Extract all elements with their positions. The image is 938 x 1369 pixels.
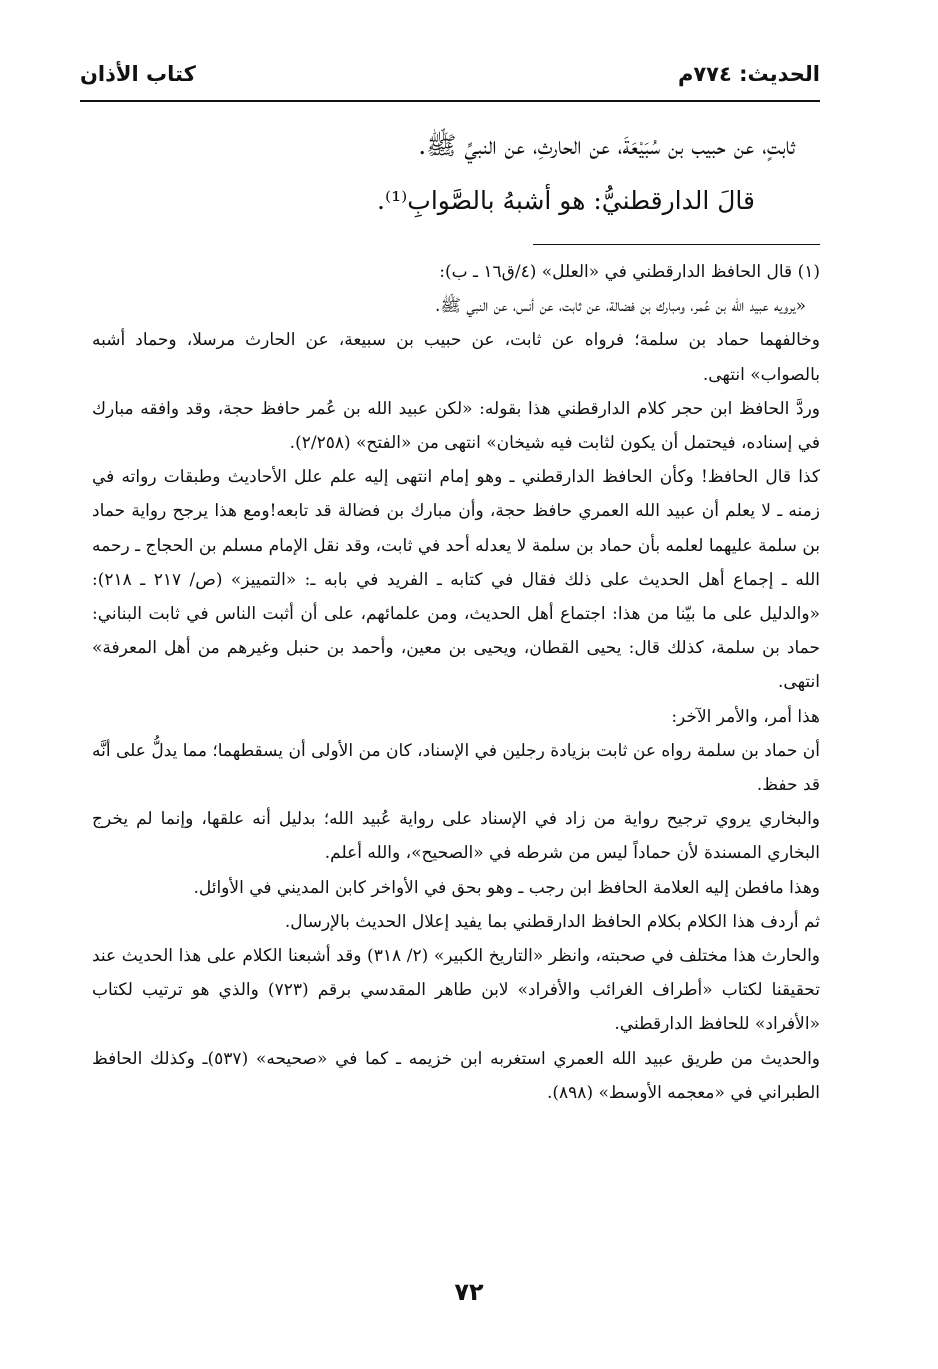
main-text-line: ثابتٍ، عن حبيب بن سُبَيْعَةَ، عن الحارثِ، عن النبيِّ ﷺ. — [418, 131, 795, 160]
header-divider — [80, 100, 820, 102]
footnotes — [92, 255, 820, 1110]
hadith-number-label: الحديث: ٧٧٤م — [677, 62, 820, 86]
footnote-paragraph: هذا أمر، والأمر الآخر: — [671, 706, 820, 727]
footnote-paragraph: «يرويه عبيد الله بن عُمر، ومبارك بن فضالة، عن ثابت، عن أنس، عن النبي ﷺ. — [434, 296, 806, 317]
page-number: ٧٢ — [454, 1278, 484, 1306]
main-text-line: قالَ الدارقطنيُّ: هو أشبهُ بالصَّوابِ⁽¹⁾. — [377, 186, 755, 215]
footnote-paragraph: كذا قال الحافظ! وكأن الحافظ الدارقطني ـ وهو إمام انتهى إليه علم علل الأحاديث وطبقات رواته في زمنه ـ لا يعلم أن عبيد الله العمري حافظ حجة، وأن مبارك بن فضالة قد تابعه!ومع هذا يرجح رواية حماد بن سلمة عليهما لعلمه بأن حماد بن سلمة لا يعدله أحد في ثابت، وقد نقل الإمام مسلم بن الحجاج ـ رحمه الله ـ إجماع أهل الحديث على ذلك فقال في كتابه ـ الفريد في بابه ـ: «التمييز» (ص/ ٢١٧ ـ ٢١٨): «والدليل على ما بيّنا من هذا: اجتماع أهل الحديث، ومن علمائهم، على أن أثبت الناس في ثابت البناني: حماد بن سلمة، كذلك قال: يحيى القطان، ويحيى بن معين، وأحمد بن حنبل وغيرهم من أهل المعرفة» انتهى. — [92, 467, 820, 693]
footnote-paragraph: والحارث هذا مختلف في صحبته، وانظر «التاريخ الكبير» (٢/ ٣١٨) وقد أشبعنا الكلام على هذا الحديث عند تحقيقنا لكتاب «أطراف الغرائب والأفراد» لابن طاهر المقدسي برقم (٧٢٣) والذي هو ترتيب لكتاب «الأفراد» للحافظ الدارقطني. — [92, 946, 820, 1035]
running-header — [80, 56, 820, 96]
footnote-paragraph: وخالفهما حماد بن سلمة؛ فرواه عن ثابت، عن حبيب بن سبيعة، عن الحارث مرسلا، وحماد أشبه بالصواب» انتهى. — [92, 330, 820, 385]
footnote-paragraph: ثم أردف هذا الكلام بكلام الحافظ الدارقطني بما يفيد إعلال الحديث بالإرسال. — [284, 911, 820, 932]
footnote-paragraph: والحديث من طريق عبيد الله العمري استغربه ابن خزيمه ـ كما في «صحيحه» (٥٣٧)ـ وكذلك الحافظ الطبراني في «معجمه الأوسط» (٨٩٨). — [92, 1048, 820, 1103]
footnote-paragraph: أن حماد بن سلمة رواه عن ثابت بزيادة رجلين في الإسناد، كان من الأولى أن يسقطهما؛ مما يدلُّ على أنَّه قد حفظ. — [92, 740, 820, 796]
footnote-paragraph: وهذا مافطن إليه العلامة الحافظ ابن رجب ـ وهو بحق في الأواخر كابن المديني في الأوائل. — [193, 877, 820, 898]
main-text — [120, 118, 795, 228]
footnote-paragraph: (١) قال الحافظ الدارقطني في «العلل» (٤/ق١٦ ـ ب): — [439, 262, 820, 282]
footnote-paragraph: وردَّ الحافظ ابن حجر كلام الدارقطني هذا بقوله: «لكن عبيد الله بن عُمر حافظ حجة، وقد وافقه مبارك في إسناده، فيحتمل أن يكون لثابت فيه شيخان» انتهى من «الفتح» (٢/٢٥٨). — [92, 398, 820, 454]
footnote-paragraph: والبخاري يروي ترجيح رواية من زاد في الإسناد على رواية عُبيد الله؛ بدليل أنه علقها، وإنما لم يخرج البخاري المسندة لأن حماداً ليس من شرطه في «الصحيح»، والله أعلم. — [92, 809, 820, 864]
footnote-divider — [533, 244, 820, 245]
book-title: كتاب الأذان — [80, 62, 196, 86]
